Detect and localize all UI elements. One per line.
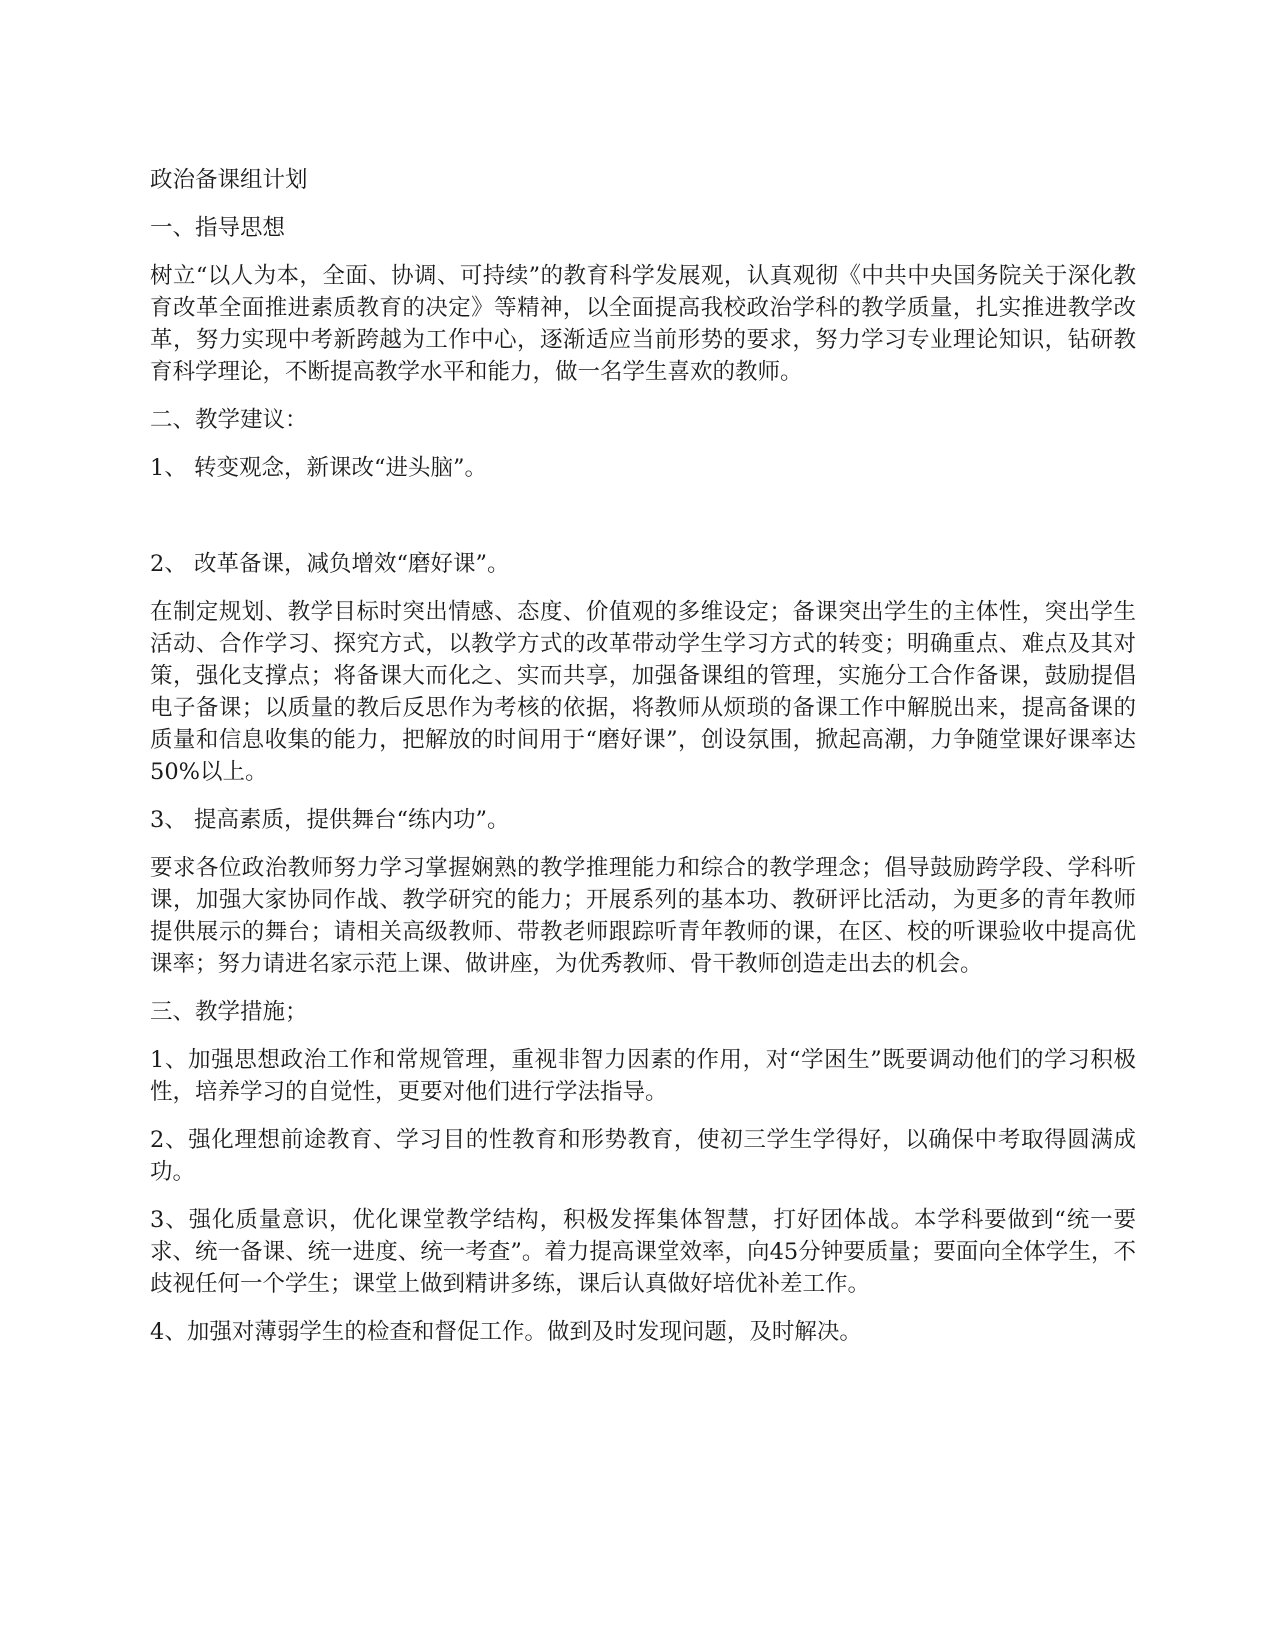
suggestion-item-2: 2、 改革备课，减负增效“磨好课”。 <box>150 551 510 577</box>
section-heading-teaching-measures: 三、教学措施； <box>150 999 308 1025</box>
paragraph-suggestion-2: 在制定规划、教学目标时突出情感、态度、价值观的多维设定；备课突出学生的主体性，突出学生活动、合作学习、探究方式，以教学方式的改革带动学生学习方式的转变；明确重点、难点及其对策，强化支撑点；将备课大而化之、实而共享，加强备课组的管理，实施分工合作备课，鼓励提倡电子备课；以质量的教后反思作为考核的依据，将教师从烦琐的备课工作中解脱出来，提高备课的质量和信息收集的能力，把解放的时间用于“磨好课”，创设氛围，掀起高潮，力争随堂课好课率达50%以上。 <box>150 599 1136 785</box>
measure-item-3: 3、强化质量意识，优化课堂教学结构，积极发挥集体智慧，打好团体战。本学科要做到“统一要求、统一备课、统一进度、统一考查”。着力提高课堂效率，向45分钟要质量；要面向全体学生，不歧视任何一个学生；课堂上做到精讲多练，课后认真做好培优补差工作。 <box>150 1207 1136 1297</box>
paragraph-suggestion-3: 要求各位政治教师努力学习掌握娴熟的教学推理能力和综合的教学理念；倡导鼓励跨学段、学科听课，加强大家协同作战、教学研究的能力；开展系列的基本功、教研评比活动，为更多的青年教师提供展示的舞台；请相关高级教师、带教老师跟踪听青年教师的课，在区、校的听课验收中提高优课率；努力请进名家示范上课、做讲座，为优秀教师、骨干教师创造走出去的机会。 <box>150 855 1136 977</box>
suggestion-item-3: 3、 提高素质，提供舞台“练内功”。 <box>150 807 510 833</box>
section-heading-teaching-suggestions: 二、教学建议： <box>150 407 308 433</box>
measure-item-2: 2、强化理想前途教育、学习目的性教育和形势教育，使初三学生学得好，以确保中考取得圆满成功。 <box>150 1127 1136 1185</box>
section-heading-guiding-ideology: 一、指导思想 <box>150 215 286 241</box>
document-page <box>150 164 1136 1364</box>
measure-item-4: 4、加强对薄弱学生的检查和督促工作。做到及时发现问题，及时解决。 <box>150 1319 862 1345</box>
suggestion-item-1: 1、 转变观念，新课改“进头脑”。 <box>150 455 487 481</box>
measure-item-1: 1、加强思想政治工作和常规管理，重视非智力因素的作用，对“学困生”既要调动他们的学习积极性，培养学习的自觉性，更要对他们进行学法指导。 <box>150 1047 1136 1105</box>
document-title: 政治备课组计划 <box>150 167 308 193</box>
paragraph-guiding-ideology: 树立“以人为本，全面、协调、可持续”的教育科学发展观，认真观彻《中共中央国务院关于深化教育改革全面推进素质教育的决定》等精神，以全面提高我校政治学科的教学质量，扎实推进教学改革，努力实现中考新跨越为工作中心，逐渐适应当前形势的要求，努力学习专业理论知识，钻研教育科学理论，不断提高教学水平和能力，做一名学生喜欢的教师。 <box>150 263 1136 385</box>
